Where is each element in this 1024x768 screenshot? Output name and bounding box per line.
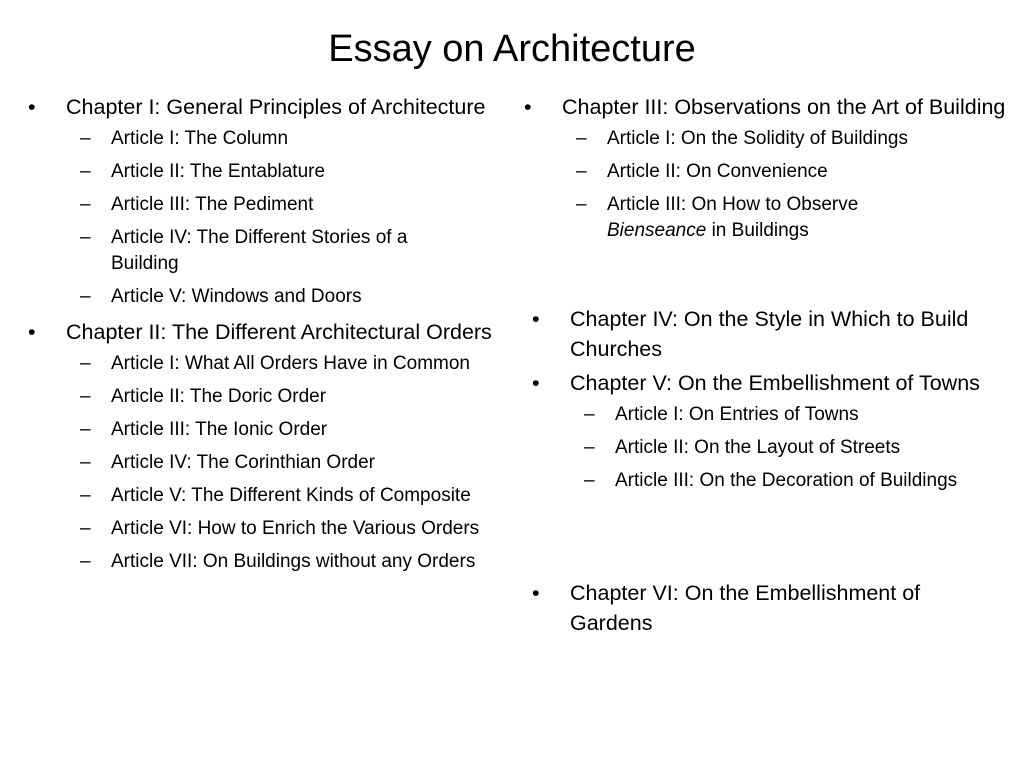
list-item: [20, 159, 500, 185]
list-item: [20, 384, 500, 410]
list-item: [20, 351, 500, 377]
chapter-3: [516, 92, 1016, 122]
list-item: [20, 549, 500, 575]
article-label: Article I: On the Solidity of Buildings: [607, 128, 908, 149]
chapter-2: [20, 317, 500, 347]
chapter-6-label: Chapter VI: On the Embellishment of Gardens: [570, 581, 921, 635]
list-item: [516, 126, 1016, 152]
article-label: Article VI: How to Enrich the Various Orders: [111, 518, 480, 539]
list-item: [524, 468, 1004, 494]
dash-icon: –: [80, 353, 91, 374]
list-item: [20, 225, 500, 277]
dash-icon: –: [576, 161, 587, 182]
dash-icon: –: [80, 386, 91, 407]
right-column-bottom: [524, 578, 1004, 642]
dash-icon: –: [584, 470, 595, 491]
article-label: Article II: The Doric Order: [111, 386, 327, 407]
right-column-middle: [524, 304, 1004, 501]
bullet-icon: •: [524, 95, 532, 119]
chapter-4: [524, 304, 1004, 364]
dash-icon: –: [80, 551, 91, 572]
dash-icon: –: [80, 452, 91, 473]
chapter-1-articles: [20, 126, 500, 310]
chapter-3-label: Chapter III: Observations on the Art of Building: [562, 95, 1006, 119]
chapter-5-label: Chapter V: On the Embellishment of Towns: [570, 371, 980, 395]
chapter-5: [524, 368, 1004, 398]
dash-icon: –: [80, 161, 91, 182]
article-label: Article I: On Entries of Towns: [615, 404, 859, 425]
bullet-icon: •: [532, 371, 540, 395]
bullet-icon: •: [28, 320, 36, 344]
dash-icon: –: [584, 404, 595, 425]
chapter-2-label: Chapter II: The Different Architectural Orders: [66, 320, 492, 344]
dash-icon: –: [80, 128, 91, 149]
article-label: Article I: What All Orders Have in Common: [111, 353, 470, 374]
article-label: Article II: On the Layout of Streets: [615, 437, 901, 458]
right-column-top: [516, 92, 1016, 251]
article-label: Article V: Windows and Doors: [111, 286, 362, 307]
article-label: Article VII: On Buildings without any Orders: [111, 551, 476, 572]
article-label: Article I: The Column: [111, 128, 289, 149]
article-label: Article II: On Convenience: [607, 161, 828, 182]
list-item: [516, 192, 1016, 244]
bullet-icon: •: [532, 307, 540, 331]
chapter-2-articles: [20, 351, 500, 575]
article-label: Article IV: The Different Stories of a Building: [111, 227, 408, 274]
list-item: [20, 516, 500, 542]
chapter-3-articles: [516, 126, 1016, 244]
article-label-prefix: Article III: On How to Observe: [607, 194, 859, 215]
dash-icon: –: [584, 437, 595, 458]
article-label: Article III: The Pediment: [111, 194, 314, 215]
list-item: [524, 402, 1004, 428]
article-label: Article III: The Ionic Order: [111, 419, 328, 440]
dash-icon: –: [576, 128, 587, 149]
chapter-1-label: Chapter I: General Principles of Architecture: [66, 95, 486, 119]
article-label-suffix: in Buildings: [706, 220, 809, 241]
list-item: [516, 159, 1016, 185]
article-label: Article V: The Different Kinds of Composite: [111, 485, 471, 506]
chapter-4-label: Chapter IV: On the Style in Which to Build Churches: [570, 307, 969, 361]
dash-icon: –: [80, 286, 91, 307]
chapter-5-articles: [524, 402, 1004, 494]
article-label: Article II: The Entablature: [111, 161, 326, 182]
dash-icon: –: [80, 419, 91, 440]
article-label-italic: Bienseance: [607, 220, 707, 241]
bullet-icon: •: [532, 581, 540, 605]
list-item: [20, 450, 500, 476]
list-item: [20, 192, 500, 218]
dash-icon: –: [80, 485, 91, 506]
dash-icon: –: [80, 194, 91, 215]
chapter-1: [20, 92, 500, 122]
article-label: Article IV: The Corinthian Order: [111, 452, 375, 473]
list-item: [20, 126, 500, 152]
slide-title: Essay on Architecture: [328, 28, 696, 70]
list-item: [20, 483, 500, 509]
list-item: [524, 435, 1004, 461]
bullet-icon: •: [28, 95, 36, 119]
article-label: Article III: On the Decoration of Buildings: [615, 470, 958, 491]
chapter-6: [524, 578, 1004, 638]
list-item: [20, 417, 500, 443]
dash-icon: –: [576, 194, 587, 215]
list-item: [20, 284, 500, 310]
left-column: [20, 92, 500, 582]
dash-icon: –: [80, 227, 91, 248]
dash-icon: –: [80, 518, 91, 539]
